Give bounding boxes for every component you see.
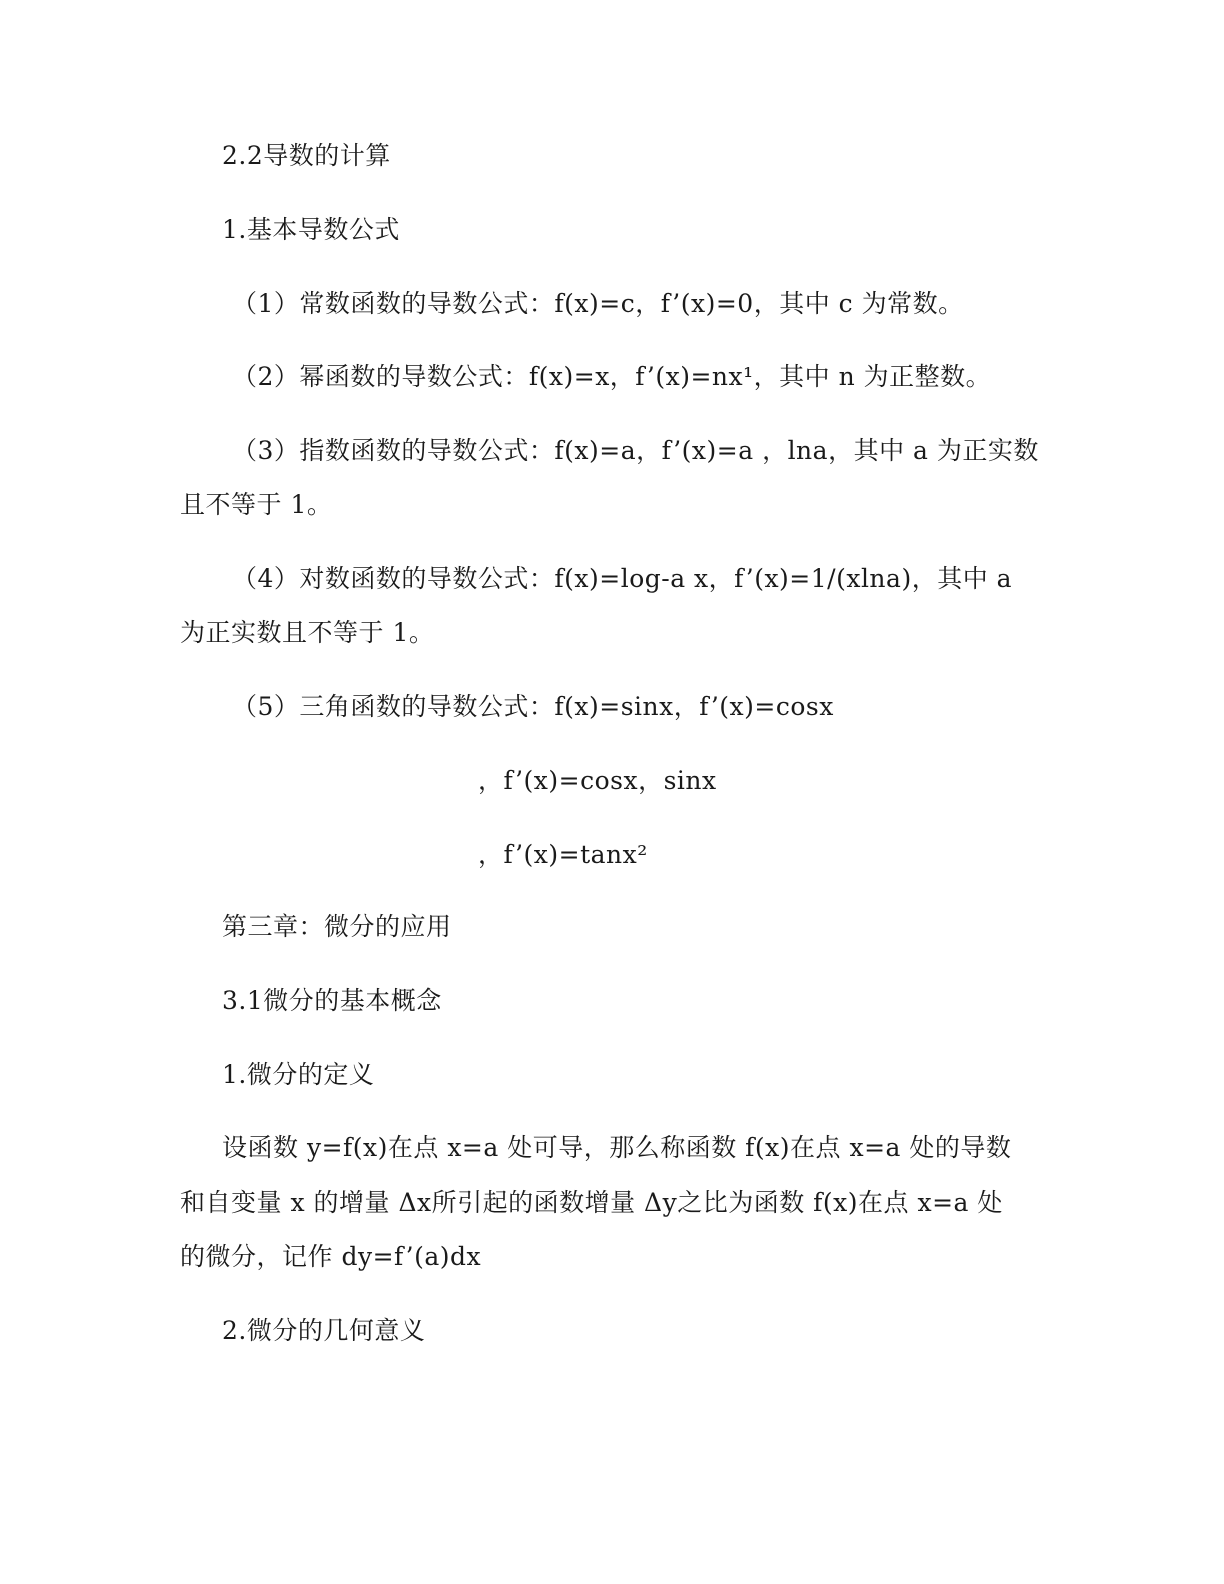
subheading-basic-formulas: 1.基本导数公式 [222,215,400,244]
chapter-heading-3: 第三章：微分的应用 [222,912,452,941]
formula-constant: （1）常数函数的导数公式：f(x)=c，f’(x)=0，其中 c 为常数。 [232,289,964,318]
formula-trig-tan: ，f’(x)=tanx² [478,840,648,869]
section-heading-2-2: 2.2导数的计算 [222,141,391,170]
formula-exponential-cont: 且不等于 1。 [180,490,333,519]
definition-paragraph-line3: 的微分，记作 dy=f’(a)dx [180,1242,482,1271]
definition-paragraph-line2: 和自变量 x 的增量 Δx所引起的函数增量 Δy之比为函数 f(x)在点 x=a 处 [180,1188,1003,1217]
subheading-geometric-meaning: 2.微分的几何意义 [222,1316,426,1345]
section-heading-3-1: 3.1微分的基本概念 [222,986,442,1015]
subheading-differential-definition: 1.微分的定义 [222,1060,375,1089]
definition-paragraph-line1: 设函数 y=f(x)在点 x=a 处可导，那么称函数 f(x)在点 x=a 处的导数 [222,1133,1012,1162]
formula-power: （2）幂函数的导数公式：f(x)=x，f’(x)=nx¹，其中 n 为正整数。 [232,362,992,391]
formula-exponential: （3）指数函数的导数公式：f(x)=a，f’(x)=a ，lna，其中 a 为正实数 [232,436,1039,465]
formula-trig-cos: ，f’(x)=cosx，sinx [478,766,717,795]
formula-log: （4）对数函数的导数公式：f(x)=log-a x，f’(x)=1/(xlna)，其中 a [232,564,1013,593]
formula-trig: （5）三角函数的导数公式：f(x)=sinx，f’(x)=cosx [232,692,834,721]
formula-log-cont: 为正实数且不等于 1。 [180,618,435,647]
